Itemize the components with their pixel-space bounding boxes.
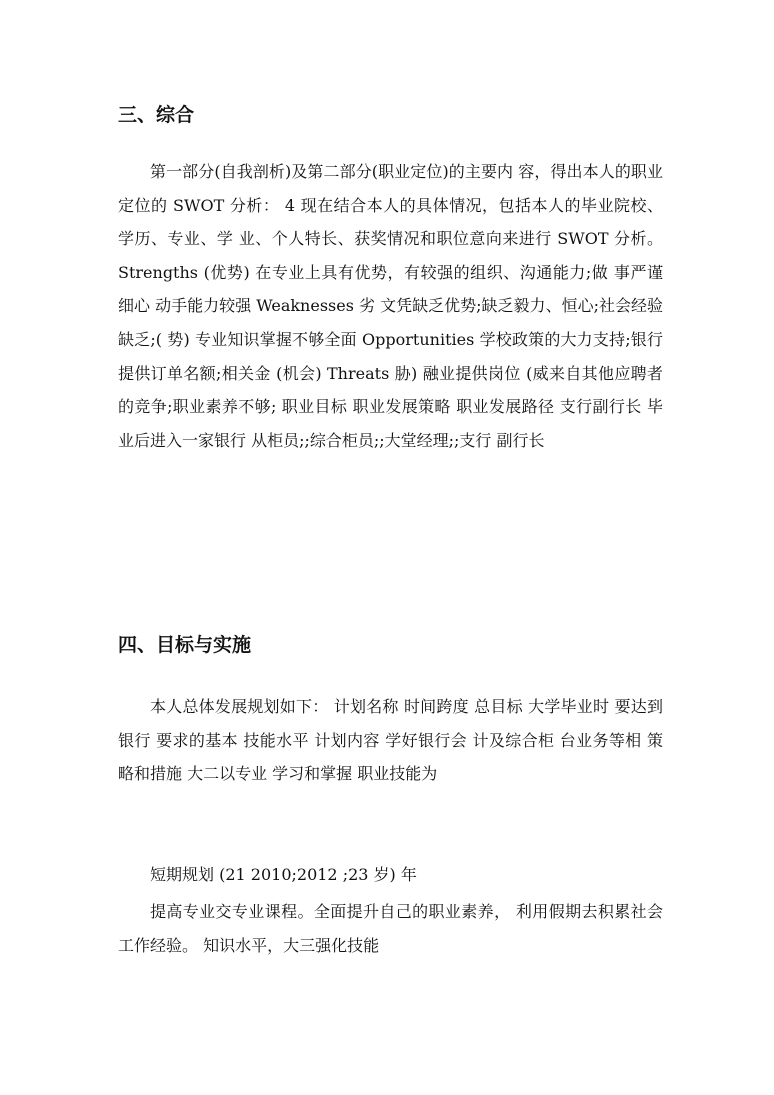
short-term-plan-line: 短期规划 (21 2010;2012 ;23 岁) 年	[150, 865, 417, 884]
section-heading-goals: 四、目标与实施	[118, 634, 252, 656]
section-heading-synthesis: 三、综合	[118, 104, 195, 126]
swot-analysis-paragraph: 第一部分(自我剖析)及第二部分(职业定位)的主要内 容，得出本人的职业定位的 SWOT 分析： 4 现在结合本人的具体情况，包括本人的毕业院校、学历、专业、学 业、个人特长、获奖情况和职位意向来进行 SWOT 分析。 Strengths (优势) 在专业上具有优势，有较强的组织、沟通能力;做 事严谨细心 动手能力较强 Weaknesses 劣 文凭缺乏优势;缺乏毅力、恒心;社会经验缺乏;( 势) 专业知识掌握不够全面 Opportunities 学校政策的大力支持;银行提供订单名额;相关金 (机会) Threats 胁) 融业提供岗位 (威来自其他应聘者的竞争;职业素养不够; 职业目标 职业发展策略 职业发展路径 支行副行长 毕业后进入一家银行 从柜员;;综合柜员;;大堂经理;;支行 副行长	[118, 162, 663, 450]
plan-overview-paragraph: 本人总体发展规划如下： 计划名称 时间跨度 总目标 大学毕业时 要达到银行 要求的基本 技能水平 计划内容 学好银行会 计及综合柜 台业务等相 策略和措施 大二以专业 学习和掌握 职业技能为	[118, 697, 663, 784]
skills-improvement-paragraph: 提高专业交专业课程。全面提升自己的职业素养， 利用假期去积累社会工作经验。 知识水平，大三强化技能	[118, 902, 663, 955]
